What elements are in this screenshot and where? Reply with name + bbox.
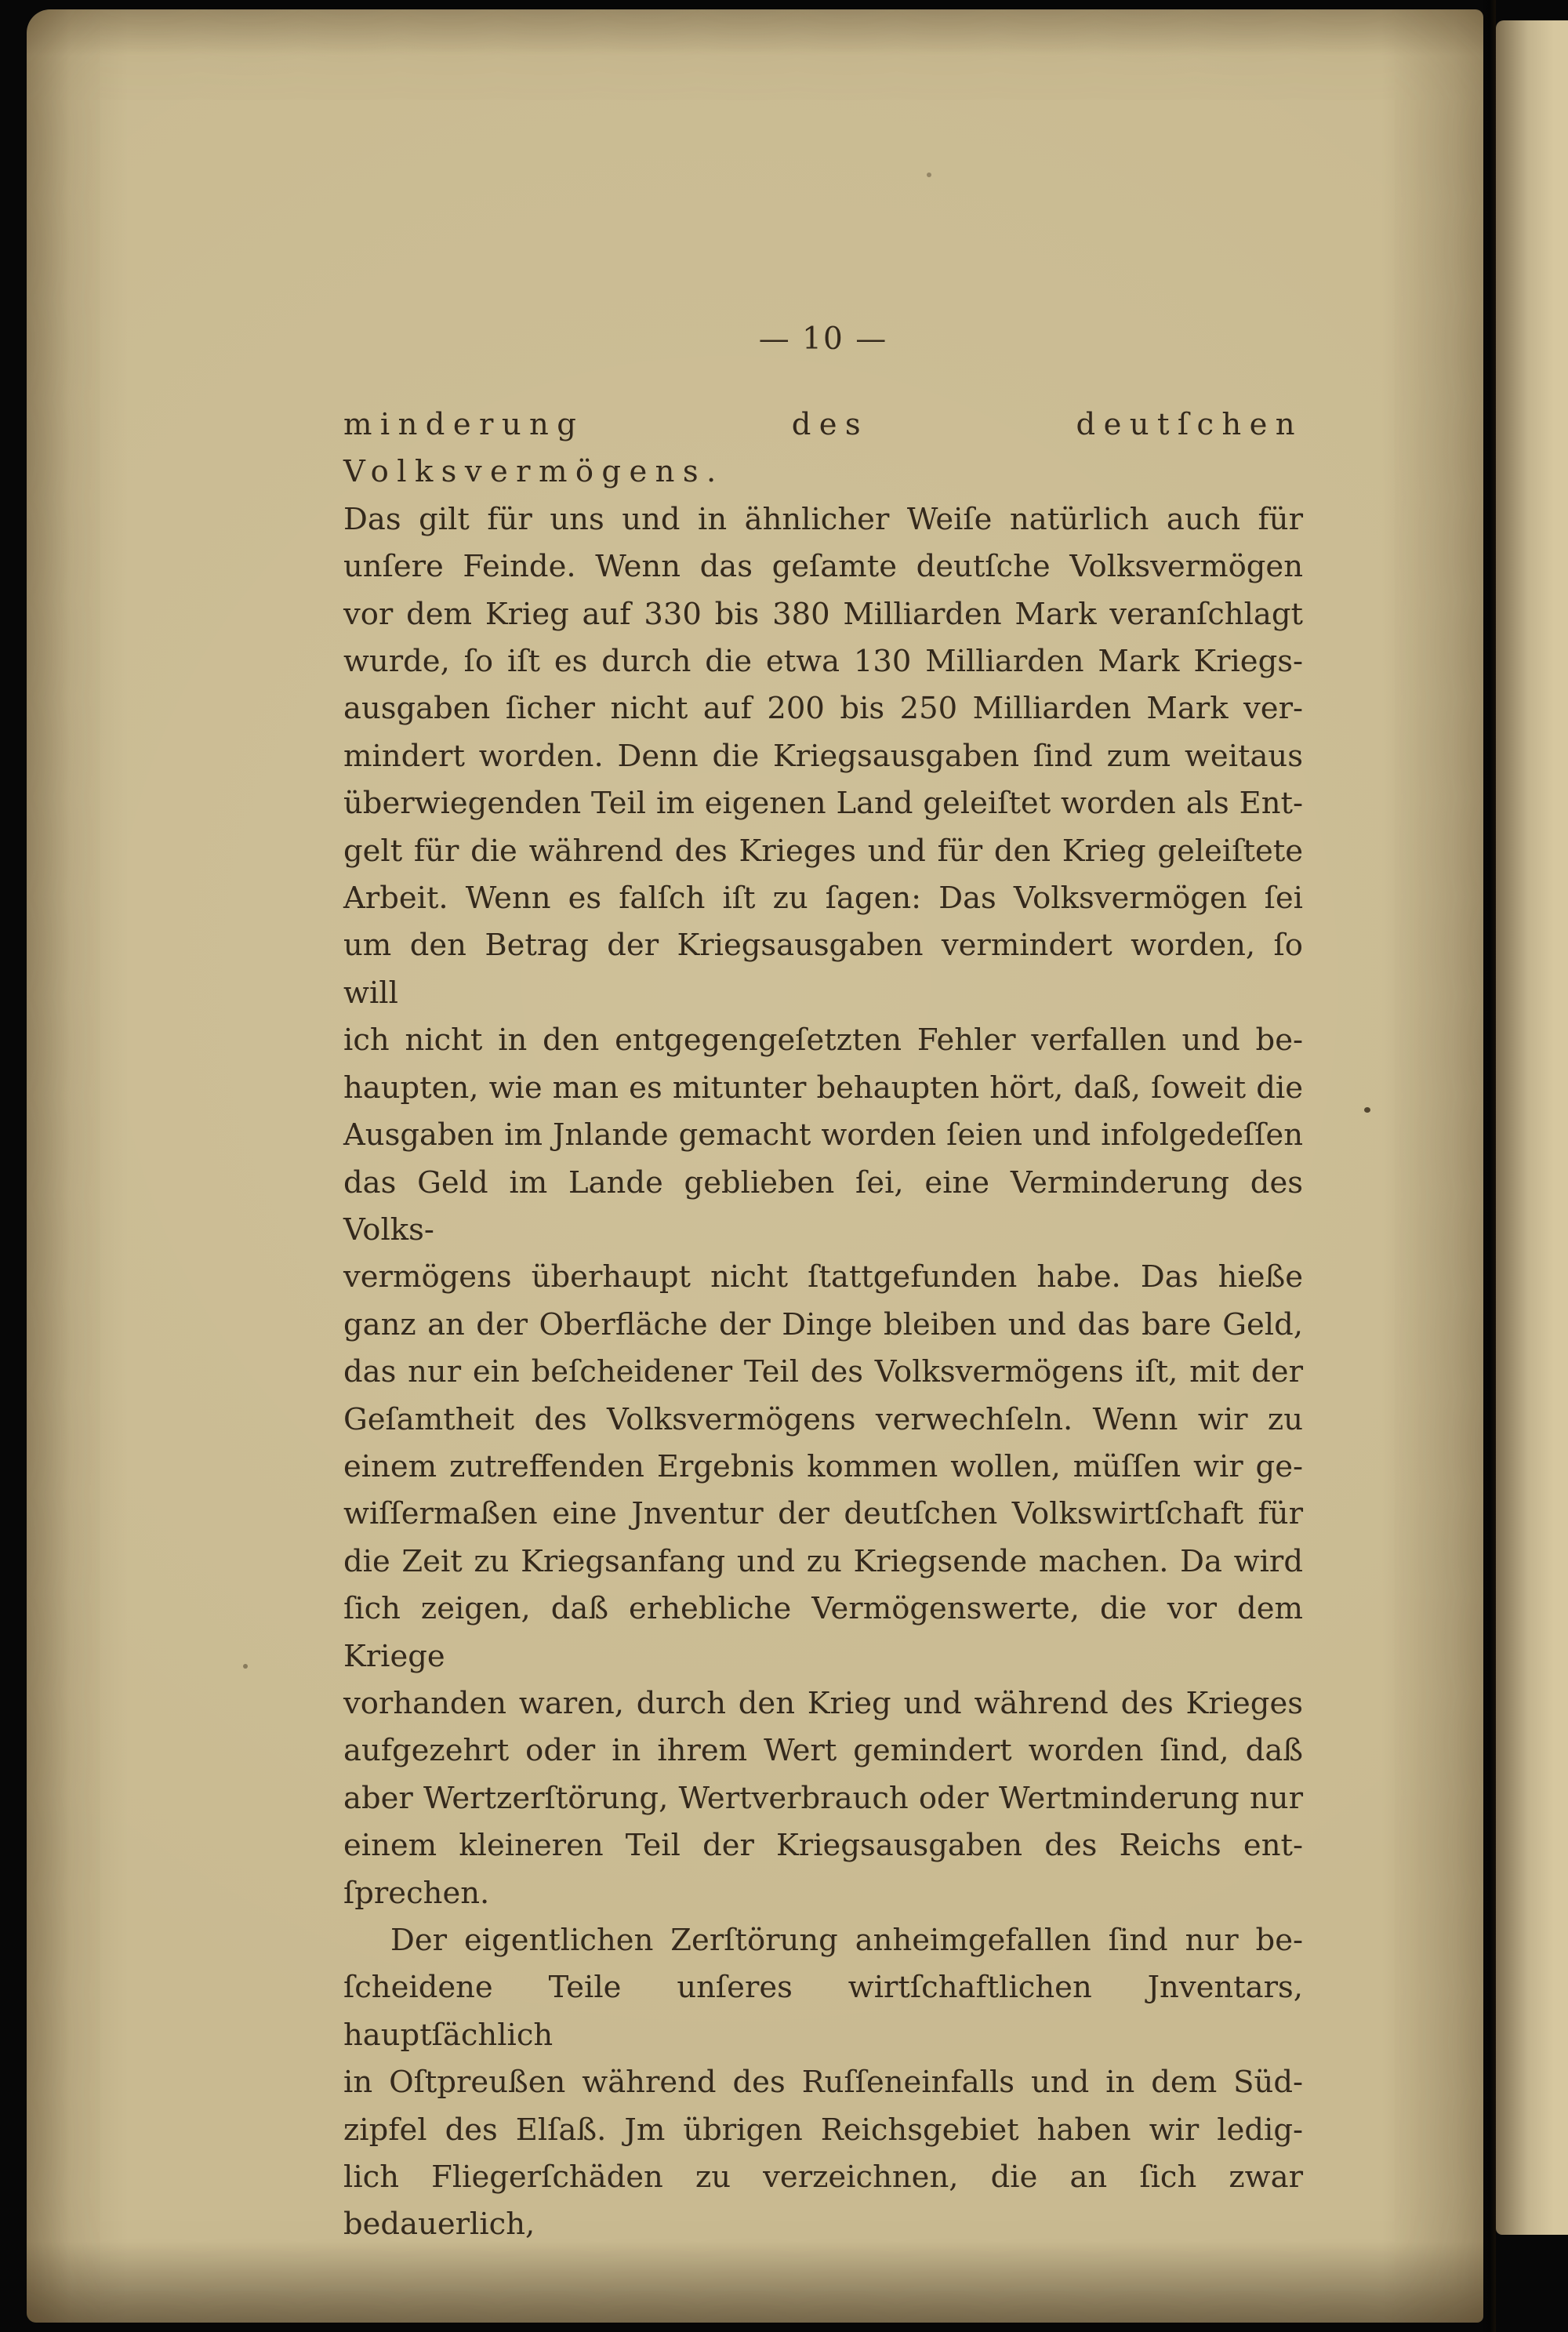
text-line: lich Fliegerſchäden zu verzeichnen, die an ſich zwar bedauerlich, — [343, 2159, 1303, 2243]
text-line: aber Wertzerſtörung, Wertverbrauch oder Wertminderung nur — [343, 1780, 1303, 1816]
text-line: mindert worden. Denn die Kriegsausgaben ſind zum weitaus — [343, 738, 1303, 774]
text-line: ſich zeigen, daß erhebliche Vermögenswerte, die vor dem Kriege — [343, 1591, 1303, 1674]
text-line: um den Betrag der Kriegsausgaben vermindert worden, ſo will — [343, 928, 1303, 1011]
text-line: haupten, wie man es mitunter behaupten hört, daß, ſoweit die — [343, 1070, 1303, 1106]
text-line: überwiegenden Teil im eigenen Land geleiſtet worden als Ent- — [343, 786, 1303, 822]
text-line: zipfel des Elſaß. Jm übrigen Reichsgebiet haben wir ledig- — [343, 2112, 1303, 2148]
text-line: minderung des deutſchen Volksvermögens. — [343, 407, 1303, 490]
text-line: Der eigentlichen Zerſtörung anheimgefallen ſind nur be- — [390, 1923, 1303, 1958]
text-line: wiſſermaßen eine Jnventur der deutſchen Volkswirtſchaft für — [343, 1496, 1303, 1532]
text-line: vor dem Krieg auf 330 bis 380 Milliarden Mark veranſchlagt — [343, 596, 1303, 632]
text-line: die Zeit zu Kriegsanfang und zu Kriegsende machen. Da wird — [343, 1543, 1303, 1579]
text-line: vorhanden waren, durch den Krieg und während des Krieges — [343, 1685, 1303, 1721]
page-text-block — [343, 401, 1303, 2249]
text-line: Arbeit. Wenn es falſch iſt zu ſagen: Das Volksvermögen ſei — [343, 881, 1303, 917]
text-line: wurde, ſo iſt es durch die etwa 130 Milliarden Mark Kriegs- — [343, 644, 1303, 680]
page-number: — 10 — — [758, 321, 888, 357]
page-gutter-shadow — [1483, 0, 1496, 2332]
text-line: unſere Feinde. Wenn das geſamte deutſche Volksvermögen — [343, 549, 1303, 585]
paper-speck — [927, 173, 931, 177]
text-line: Ausgaben im Jnlande gemacht worden ſeien und infolgedeſſen — [343, 1117, 1303, 1153]
text-line: einem zutreffenden Ergebnis kommen wollen, müſſen wir ge- — [343, 1448, 1303, 1484]
text-line: ausgaben ſicher nicht auf 200 bis 250 Milliarden Mark ver- — [343, 691, 1303, 727]
paper-speck — [243, 1664, 248, 1669]
book-page — [27, 9, 1483, 2323]
text-line: einem kleineren Teil der Kriegsausgaben des Reichs ent- — [343, 1828, 1303, 1864]
text-line: aufgezehrt oder in ihrem Wert gemindert worden ſind, daß — [343, 1733, 1303, 1769]
text-line: in Oſtpreußen während des Ruſſeneinfalls und in dem Süd- — [343, 2065, 1303, 2101]
text-line: ſprechen. — [343, 1875, 490, 1911]
next-page-edge — [1496, 20, 1568, 2235]
text-line: Geſamtheit des Volksvermögens verwechſeln. Wenn wir zu — [343, 1401, 1303, 1437]
text-line: das Geld im Lande geblieben ſei, eine Verminderung des Volks- — [343, 1164, 1303, 1248]
text-line: ganz an der Oberfläche der Dinge bleiben und das bare Geld, — [343, 1306, 1303, 1342]
text-line: vermögens überhaupt nicht ſtattgefunden habe. Das hieße — [343, 1259, 1303, 1295]
text-line: Das gilt für uns und in ähnlicher Weiſe natürlich auch für — [343, 501, 1303, 537]
text-line: ich nicht in den entgegengeſetzten Fehler verfallen und be- — [343, 1023, 1303, 1059]
paper-speck — [1364, 1107, 1370, 1113]
text-line: gelt für die während des Krieges und für den Krieg geleiſtete — [343, 833, 1303, 869]
text-line: ſcheidene Teile unſeres wirtſchaftlichen Jnventars, hauptſächlich — [343, 1970, 1303, 2053]
text-line: das nur ein beſcheidener Teil des Volksvermögens iſt, mit der — [343, 1354, 1303, 1390]
